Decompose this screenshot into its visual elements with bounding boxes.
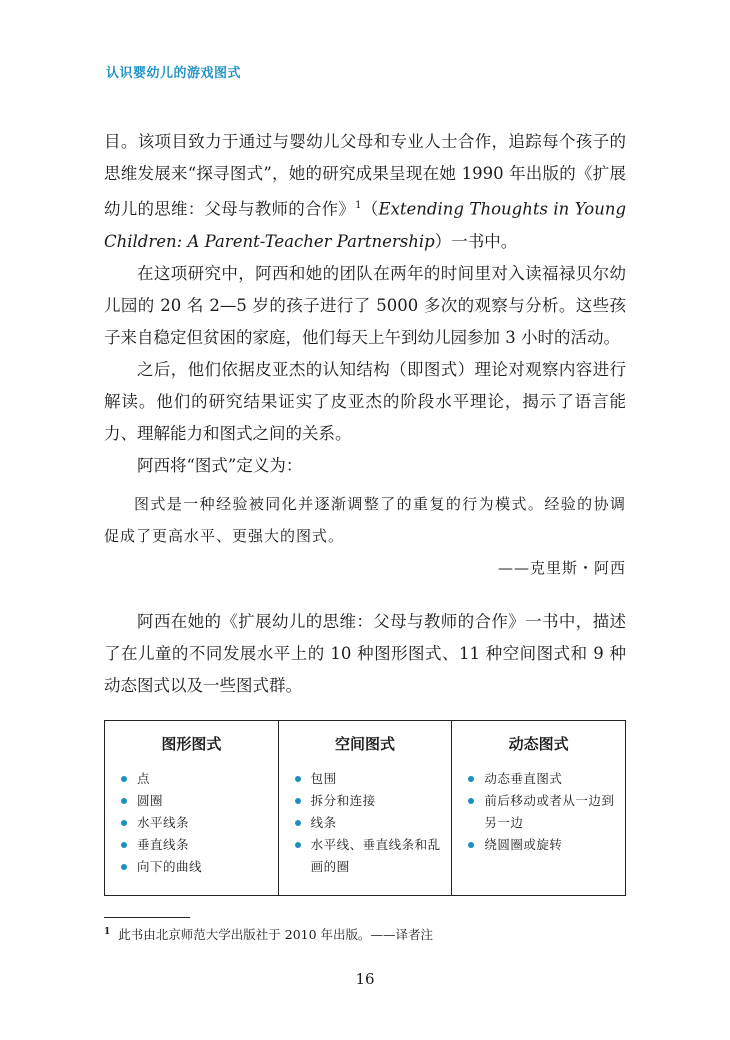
list-item	[466, 834, 625, 856]
column-list	[119, 768, 278, 878]
bullet-icon	[295, 842, 301, 848]
footnote-divider	[104, 917, 190, 918]
list-item	[466, 768, 625, 790]
paragraph-1	[104, 126, 626, 258]
body-section-1	[104, 126, 626, 482]
footnote-reference[interactable]: 1	[355, 200, 362, 211]
table-column-spatial	[278, 721, 452, 895]
quote-attribution: ——克里斯・阿西	[497, 559, 626, 577]
table-column-figurative	[105, 721, 278, 895]
footnote	[104, 925, 433, 943]
paragraph-1-text: 目。该项目致力于通过与婴幼儿父母和专业人士合作，追踪每个孩子的思维发展来“探寻图式”，她的研究成果呈现在她 1990 年出版的《扩展幼儿的思维：父母与教师的合作》	[104, 132, 626, 219]
bullet-icon	[295, 798, 301, 804]
list-item	[119, 834, 278, 856]
english-book-title: Extending Thoughts in Young Children: A Parent-Teacher Partnership	[104, 199, 627, 251]
bullet-icon	[121, 820, 127, 826]
column-header: 动态图式	[508, 735, 569, 753]
list-item-text: 水平线、垂直线条和乱画的圈	[310, 837, 441, 874]
block-quote	[104, 488, 626, 584]
running-head: 认识婴幼儿的游戏图式	[106, 66, 242, 81]
list-item-text: 拆分和连接	[310, 793, 376, 808]
column-header: 图形图式	[161, 735, 222, 753]
page-number: 16	[355, 970, 375, 988]
list-item-text: 绕圆圈或旋转	[484, 837, 563, 852]
bullet-icon	[121, 798, 127, 804]
list-item-text: 向下的曲线	[137, 859, 203, 874]
bullet-icon	[121, 842, 127, 848]
list-item	[293, 834, 452, 878]
bullet-icon	[468, 798, 474, 804]
list-item-text: 动态垂直图式	[484, 771, 563, 786]
bullet-icon	[121, 776, 127, 782]
list-item	[119, 768, 278, 790]
paragraph-2: 在这项研究中，阿西和她的团队在两年的时间里对入读福禄贝尔幼儿园的 20 名 2—5 岁的孩子进行了 5000 多次的观察与分析。这些孩子来自稳定但贫困的家庭，他们每天上午到幼儿园参加 3 小时的活动。	[104, 263, 626, 347]
paragraph-1-paren-open: （	[361, 199, 379, 219]
list-item	[466, 790, 625, 834]
paragraph-5: 阿西在她的《扩展幼儿的思维：父母与教师的合作》一书中，描述了在儿童的不同发展水平上的 10 种图形图式、11 种空间图式和 9 种动态图式以及一些图式群。	[104, 612, 626, 695]
quote-text: 图式是一种经验被同化并逐渐调整了的重复的行为模式。经验的协调促成了更高水平、更强大的图式。	[104, 495, 626, 545]
footnote-marker: 1	[104, 926, 111, 937]
schema-table	[104, 720, 626, 896]
list-item-text: 包围	[310, 771, 337, 786]
list-item	[293, 812, 452, 834]
bullet-icon	[295, 820, 301, 826]
footnote-text: 此书由北京师范大学出版社于 2010 年出版。——译者注	[118, 927, 434, 942]
list-item	[119, 856, 278, 878]
list-item-text: 垂直线条	[137, 837, 190, 852]
column-header: 空间图式	[335, 735, 396, 753]
column-list	[466, 768, 625, 856]
list-item-text: 水平线条	[137, 815, 190, 830]
paragraph-3: 之后，他们依据皮亚杰的认知结构（即图式）理论对观察内容进行解读。他们的研究结果证实了皮亚杰的阶段水平理论，揭示了语言能力、理解能力和图式之间的关系。	[104, 359, 626, 443]
paragraph-1-ending: ）一书中。	[434, 231, 518, 251]
bullet-icon	[295, 776, 301, 782]
list-item	[119, 812, 278, 834]
list-item	[119, 790, 278, 812]
table-column-dynamic	[451, 721, 625, 895]
paragraph-4: 阿西将“图式”定义为：	[137, 455, 303, 475]
bullet-icon	[121, 864, 127, 870]
list-item	[293, 790, 452, 812]
list-item-text: 圆圈	[137, 793, 164, 808]
column-list	[293, 768, 452, 878]
bullet-icon	[468, 776, 474, 782]
body-section-2	[104, 606, 626, 702]
list-item	[293, 768, 452, 790]
list-item-text: 点	[137, 771, 151, 786]
list-item-text: 前后移动或者从一边到另一边	[484, 793, 615, 830]
bullet-icon	[468, 842, 474, 848]
list-item-text: 线条	[310, 815, 337, 830]
